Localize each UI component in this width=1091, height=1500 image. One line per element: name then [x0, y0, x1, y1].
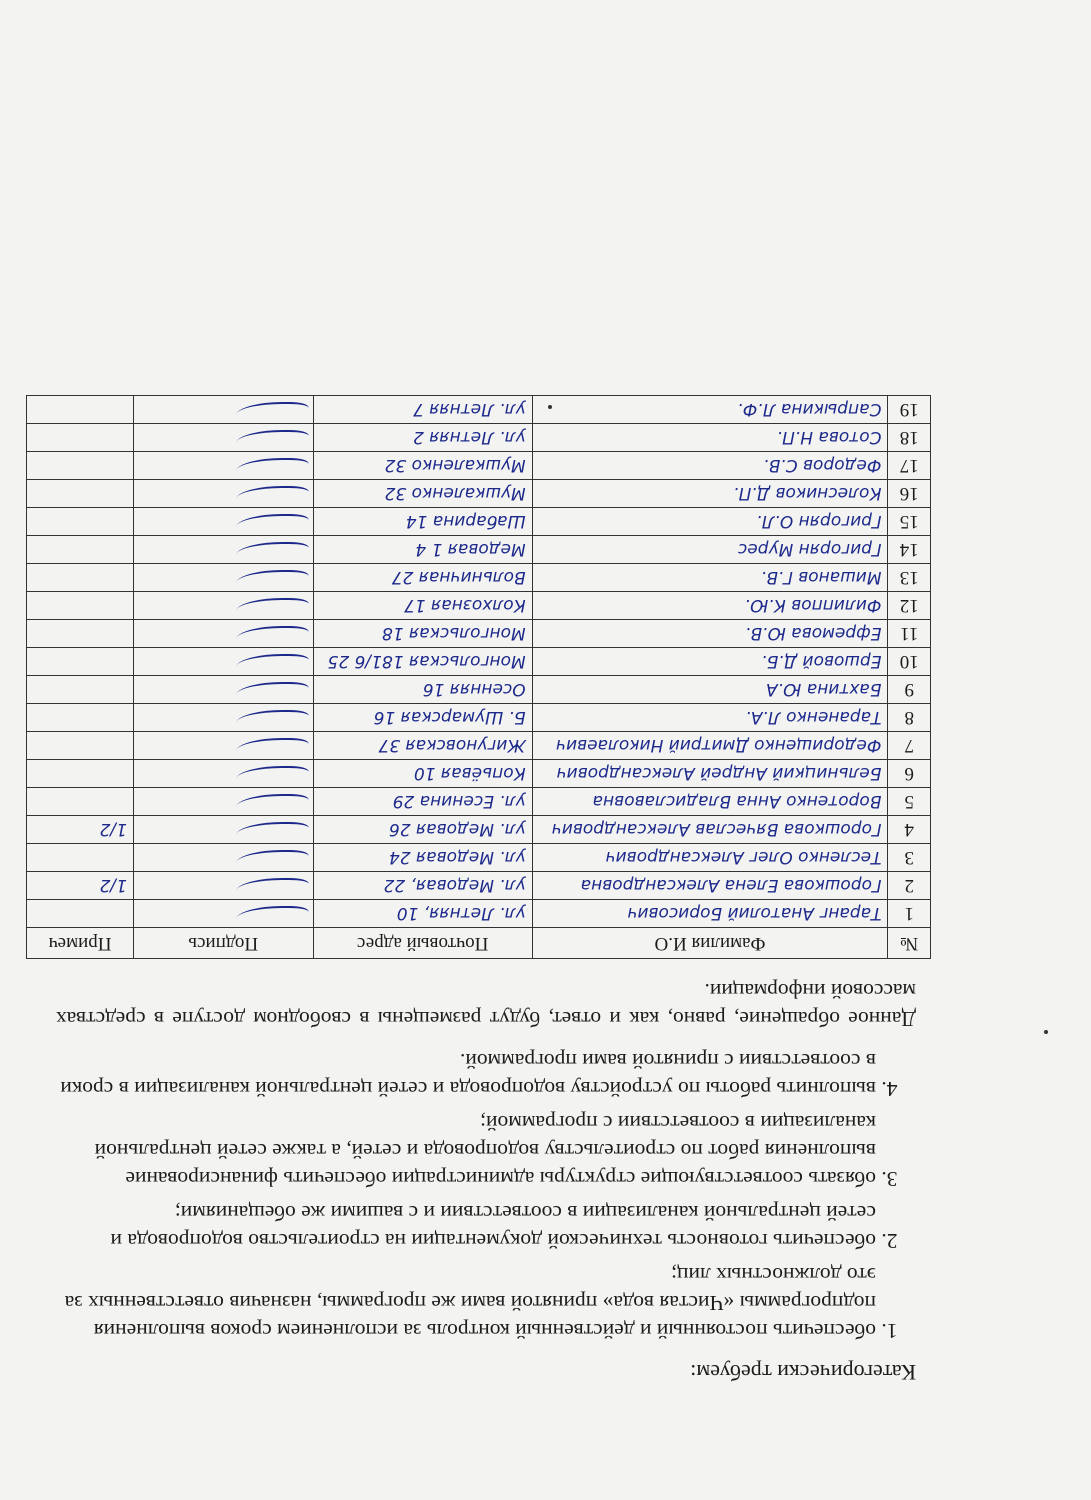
row-address: Б. Шумарская 16 [313, 704, 532, 732]
row-address: Копьёвая 10 [313, 760, 532, 788]
row-signature [133, 900, 313, 928]
row-number: 13 [888, 564, 931, 592]
table-row [27, 452, 931, 480]
row-number: 11 [888, 620, 931, 648]
table-row [27, 816, 931, 844]
page-content [48, 395, 919, 1385]
row-address: Жигуновская 37 [313, 732, 532, 760]
row-address: ул. Летняя 2 [313, 424, 532, 452]
row-note [27, 648, 134, 676]
row-address: Колхозная 17 [313, 592, 532, 620]
table-row [27, 648, 931, 676]
row-number: 2 [888, 872, 931, 900]
handwritten-signature [233, 430, 310, 450]
demand-item-1: 1. обеспечить постоянный и действенный контроль за исполнением сроков выполнения подпрограммы «Чистая вода» принятой вами же программы, назначив ответственных за это должностных лиц; [56, 1261, 876, 1345]
row-signature [133, 816, 313, 844]
row-note [27, 620, 134, 648]
handwritten-signature [233, 794, 310, 814]
row-name: Ефремова Ю.В. [532, 620, 888, 648]
table-row [27, 872, 931, 900]
row-number: 14 [888, 536, 931, 564]
row-name: Григорян О.Л. [532, 508, 888, 536]
row-signature [133, 452, 313, 480]
table-row [27, 536, 931, 564]
row-number: 6 [888, 760, 931, 788]
row-signature [133, 508, 313, 536]
row-name: Филиппов К.Ю. [532, 592, 888, 620]
row-number: 9 [888, 676, 931, 704]
row-address: Мушкаленко 32 [313, 452, 532, 480]
row-name: Сотова Н.П. [532, 424, 888, 452]
row-name: Ершовой Д.Б. [532, 648, 888, 676]
table-row [27, 424, 931, 452]
row-name: Бахтина Ю.А [532, 676, 888, 704]
row-signature [133, 396, 313, 424]
row-name: Таранг Анатолий Борисович [532, 900, 888, 928]
row-address: ул. Есенина 29 [313, 788, 532, 816]
table-row [27, 480, 931, 508]
table-row [27, 592, 931, 620]
row-signature [133, 788, 313, 816]
table-row [27, 844, 931, 872]
handwritten-signature [233, 542, 310, 562]
row-note [27, 592, 134, 620]
row-number: 16 [888, 480, 931, 508]
row-note [27, 508, 134, 536]
table-row [27, 676, 931, 704]
handwritten-signature [233, 906, 310, 926]
row-address: Монгольская 18 [313, 620, 532, 648]
row-note [27, 760, 134, 788]
row-number: 3 [888, 844, 931, 872]
row-name: Тараненко Л.А. [532, 704, 888, 732]
row-signature [133, 480, 313, 508]
row-number: 4 [888, 816, 931, 844]
table-row [27, 620, 931, 648]
handwritten-signature [233, 766, 310, 786]
handwritten-signature [233, 738, 310, 758]
row-signature [133, 872, 313, 900]
row-number: 12 [888, 592, 931, 620]
row-note: 1/2 [27, 872, 134, 900]
row-signature [133, 564, 313, 592]
row-signature [133, 676, 313, 704]
row-note [27, 396, 134, 424]
row-number: 5 [888, 788, 931, 816]
row-signature [133, 760, 313, 788]
row-number: 8 [888, 704, 931, 732]
table-row [27, 704, 931, 732]
row-name: Григорян Мурес [532, 536, 888, 564]
handwritten-signature [233, 570, 310, 590]
row-name: Горошкова Елена Александровна [532, 872, 888, 900]
row-signature [133, 424, 313, 452]
row-note [27, 788, 134, 816]
table-row [27, 732, 931, 760]
row-number: 1 [888, 900, 931, 928]
header-number: № [888, 928, 931, 959]
row-address: Шабарина 14 [313, 508, 532, 536]
header-note: Примеч [27, 928, 134, 959]
row-name: Тесленко Олег Александрович [532, 844, 888, 872]
row-note [27, 844, 134, 872]
handwritten-signature [233, 850, 310, 870]
row-signature [133, 620, 313, 648]
handwritten-signature [233, 682, 310, 702]
row-name: Мишанов Г.В. [532, 564, 888, 592]
table-header-row [27, 928, 931, 959]
row-signature [133, 704, 313, 732]
table-row [27, 396, 931, 424]
row-number: 19 [888, 396, 931, 424]
row-name: Федорищенко Дмитрий Николаевич [532, 732, 888, 760]
demand-item-2: 2. обеспечить готовность технической документации на строительство водопровода и сетей центральной канализации в соответствии и с вашими же обещаниями; [56, 1199, 876, 1255]
table-row [27, 508, 931, 536]
handwritten-signature [233, 626, 310, 646]
row-address: Вольничная 27 [313, 564, 532, 592]
row-number: 15 [888, 508, 931, 536]
row-address: ул. Медовая 24 [313, 844, 532, 872]
table-row [27, 564, 931, 592]
row-address: ул. Медовая, 22 [313, 872, 532, 900]
row-signature [133, 536, 313, 564]
row-address: Осенняя 16 [313, 676, 532, 704]
row-name: Бельницкий Андрей Александрович [532, 760, 888, 788]
row-note [27, 480, 134, 508]
row-number: 10 [888, 648, 931, 676]
row-number: 18 [888, 424, 931, 452]
row-address: Монгольская 181/6 25 [313, 648, 532, 676]
row-name: Воротенко Анна Владиславовна [532, 788, 888, 816]
row-name: Горошкова Вячеслав Александрович [532, 816, 888, 844]
row-address: ул. Летняя, 10 [313, 900, 532, 928]
demands-list [56, 1047, 916, 1345]
header-signature: Подпись [133, 928, 313, 959]
row-note [27, 536, 134, 564]
handwritten-signature [233, 822, 310, 842]
demand-item-4: 4. выполнить работы по устройству водопровода и сетей центральной канализации в сроки в соответствии с принятой вами программой. [56, 1047, 876, 1103]
row-note: 1/2 [27, 816, 134, 844]
row-address: Мушкаленко 32 [313, 480, 532, 508]
handwritten-signature [233, 402, 310, 422]
handwritten-signature [233, 878, 310, 898]
row-signature [133, 844, 313, 872]
row-note [27, 424, 134, 452]
demand-item-3: 3. обязать соответствующие структуры администрации обеспечить финансирование выполнения работ по строительству водопровода и сетей, а также сетей центральной канализации в соответствии с программой; [56, 1109, 876, 1193]
row-note [27, 564, 134, 592]
row-signature [133, 732, 313, 760]
table-row [27, 900, 931, 928]
row-name: Федоров С.В. [532, 452, 888, 480]
row-signature [133, 648, 313, 676]
row-name: Колесников Д.П. [532, 480, 888, 508]
row-number: 17 [888, 452, 931, 480]
handwritten-signature [233, 514, 310, 534]
handwritten-signature [233, 486, 310, 506]
handwritten-signature [233, 598, 310, 618]
row-name: Сапрыкина Л.Ф. [532, 396, 888, 424]
publication-notice: Данное обращение, равно, как и ответ, будут размещены в свободном доступе в средствах массовой информации. [56, 979, 916, 1031]
handwritten-signature [233, 458, 310, 478]
row-signature [133, 592, 313, 620]
row-address: ул. Медовая 26 [313, 816, 532, 844]
handwritten-signature [233, 710, 310, 730]
row-address: ул. Летняя 7 [313, 396, 532, 424]
table-row [27, 788, 931, 816]
row-number: 7 [888, 732, 931, 760]
header-address: Почтовый адрес [313, 928, 532, 959]
row-note [27, 704, 134, 732]
signature-table [26, 395, 931, 959]
header-name: Фамилия И.О [532, 928, 888, 959]
handwritten-signature [233, 654, 310, 674]
row-note [27, 676, 134, 704]
table-row [27, 760, 931, 788]
row-address: Медовая 1 4 [313, 536, 532, 564]
row-note [27, 452, 134, 480]
intro-text: Категорически требуем: [690, 1360, 916, 1385]
row-note [27, 900, 134, 928]
row-note [27, 732, 134, 760]
